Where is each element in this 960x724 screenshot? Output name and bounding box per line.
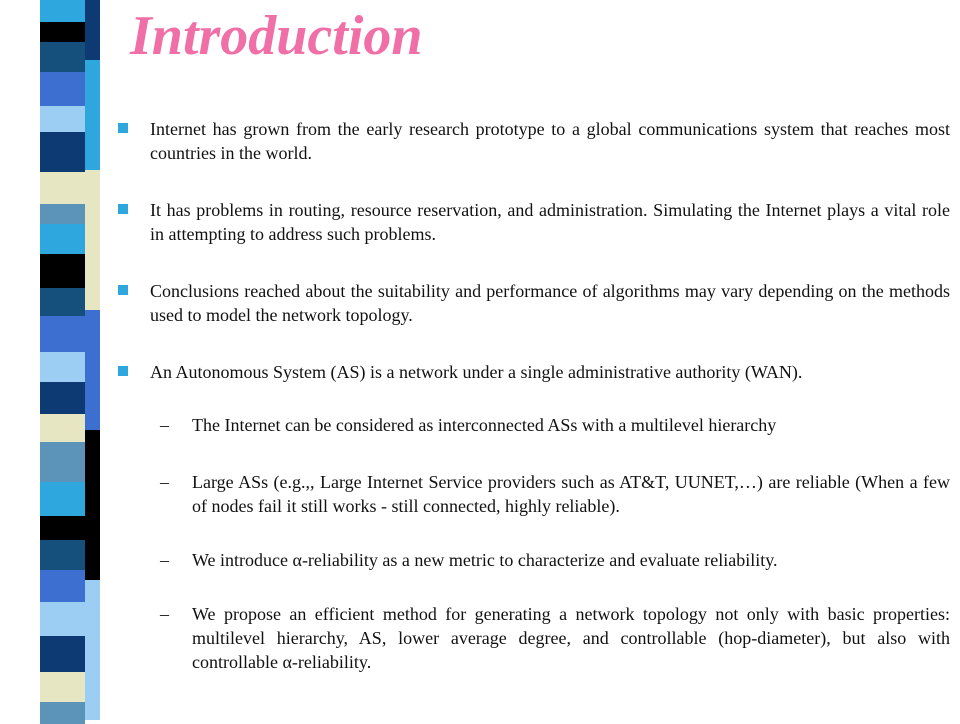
- stripe-segment: [85, 170, 100, 310]
- bullet-marker: [118, 366, 128, 376]
- bullet-marker: [118, 123, 128, 133]
- dash-marker: –: [160, 415, 169, 435]
- stripe-segment: [40, 132, 85, 172]
- dash-marker: –: [160, 472, 169, 492]
- stripe-segment: [40, 22, 85, 42]
- stripe-segment: [40, 382, 85, 414]
- stripe-segment: [40, 482, 85, 516]
- stripe-segment: [40, 42, 85, 72]
- stripe-segment: [85, 430, 100, 580]
- stripe-segment: [40, 288, 85, 316]
- stripe-segment: [40, 224, 85, 254]
- stripe-segment: [40, 602, 85, 636]
- stripe-segment: [40, 106, 85, 132]
- stripe-segment: [85, 60, 100, 170]
- stripe-segment: [40, 204, 85, 224]
- stripe-column-edge: [85, 0, 100, 720]
- stripe-segment: [40, 352, 85, 382]
- bullet-text-1: Internet has grown from the early research prototype to a global communications system that reaches most countries in the world.: [150, 119, 950, 163]
- stripe-segment: [40, 172, 85, 204]
- stripe-segment: [40, 316, 85, 352]
- sub-bullet-text-1: The Internet can be considered as interconnected ASs with a multilevel hierarchy: [192, 415, 777, 435]
- stripe-segment: [40, 540, 85, 570]
- bullet-text-4: An Autonomous System (AS) is a network under a single administrative authority (WAN).: [150, 362, 803, 382]
- stripe-segment: [85, 0, 100, 60]
- bullet-text-3: Conclusions reached about the suitability and performance of algorithms may vary depending on the methods used to model the network topology.: [150, 281, 950, 325]
- sub-bullet-text-3: We introduce α-reliability as a new metric to characterize and evaluate reliability.: [192, 550, 778, 570]
- bullet-marker: [118, 285, 128, 295]
- stripe-segment: [40, 672, 85, 702]
- dash-marker: –: [160, 604, 169, 624]
- stripe-column-main: [40, 0, 85, 720]
- stripe-segment: [40, 516, 85, 540]
- sub-bullet-text-4: We propose an efficient method for generating a network topology not only with basic properties: multilevel hierarchy, AS, lower average degree, and controllable (hop-diameter), but also with controllable α-reliability.: [192, 604, 950, 672]
- stripe-segment: [85, 310, 100, 430]
- stripe-segment: [40, 570, 85, 602]
- decorative-stripe-bar: [0, 0, 110, 720]
- stripe-segment: [85, 580, 100, 720]
- bullet-marker: [118, 204, 128, 214]
- dash-marker: –: [160, 550, 169, 570]
- stripe-segment: [40, 702, 85, 724]
- stripe-segment: [40, 254, 85, 288]
- stripe-segment: [40, 414, 85, 442]
- stripe-segment: [40, 72, 85, 106]
- stripe-segment: [40, 442, 85, 482]
- bullet-text-2: It has problems in routing, resource reservation, and administration. Simulating the Internet plays a vital role in attempting to address such problems.: [150, 200, 950, 244]
- slide-title: Introduction: [130, 5, 423, 67]
- stripe-segment: [40, 0, 85, 22]
- sub-bullet-text-2: Large ASs (e.g.,, Large Internet Service providers such as AT&T, UUNET,…) are reliable (When a few of nodes fail it still works - still connected, highly reliable).: [192, 472, 950, 516]
- stripe-segment: [40, 636, 85, 672]
